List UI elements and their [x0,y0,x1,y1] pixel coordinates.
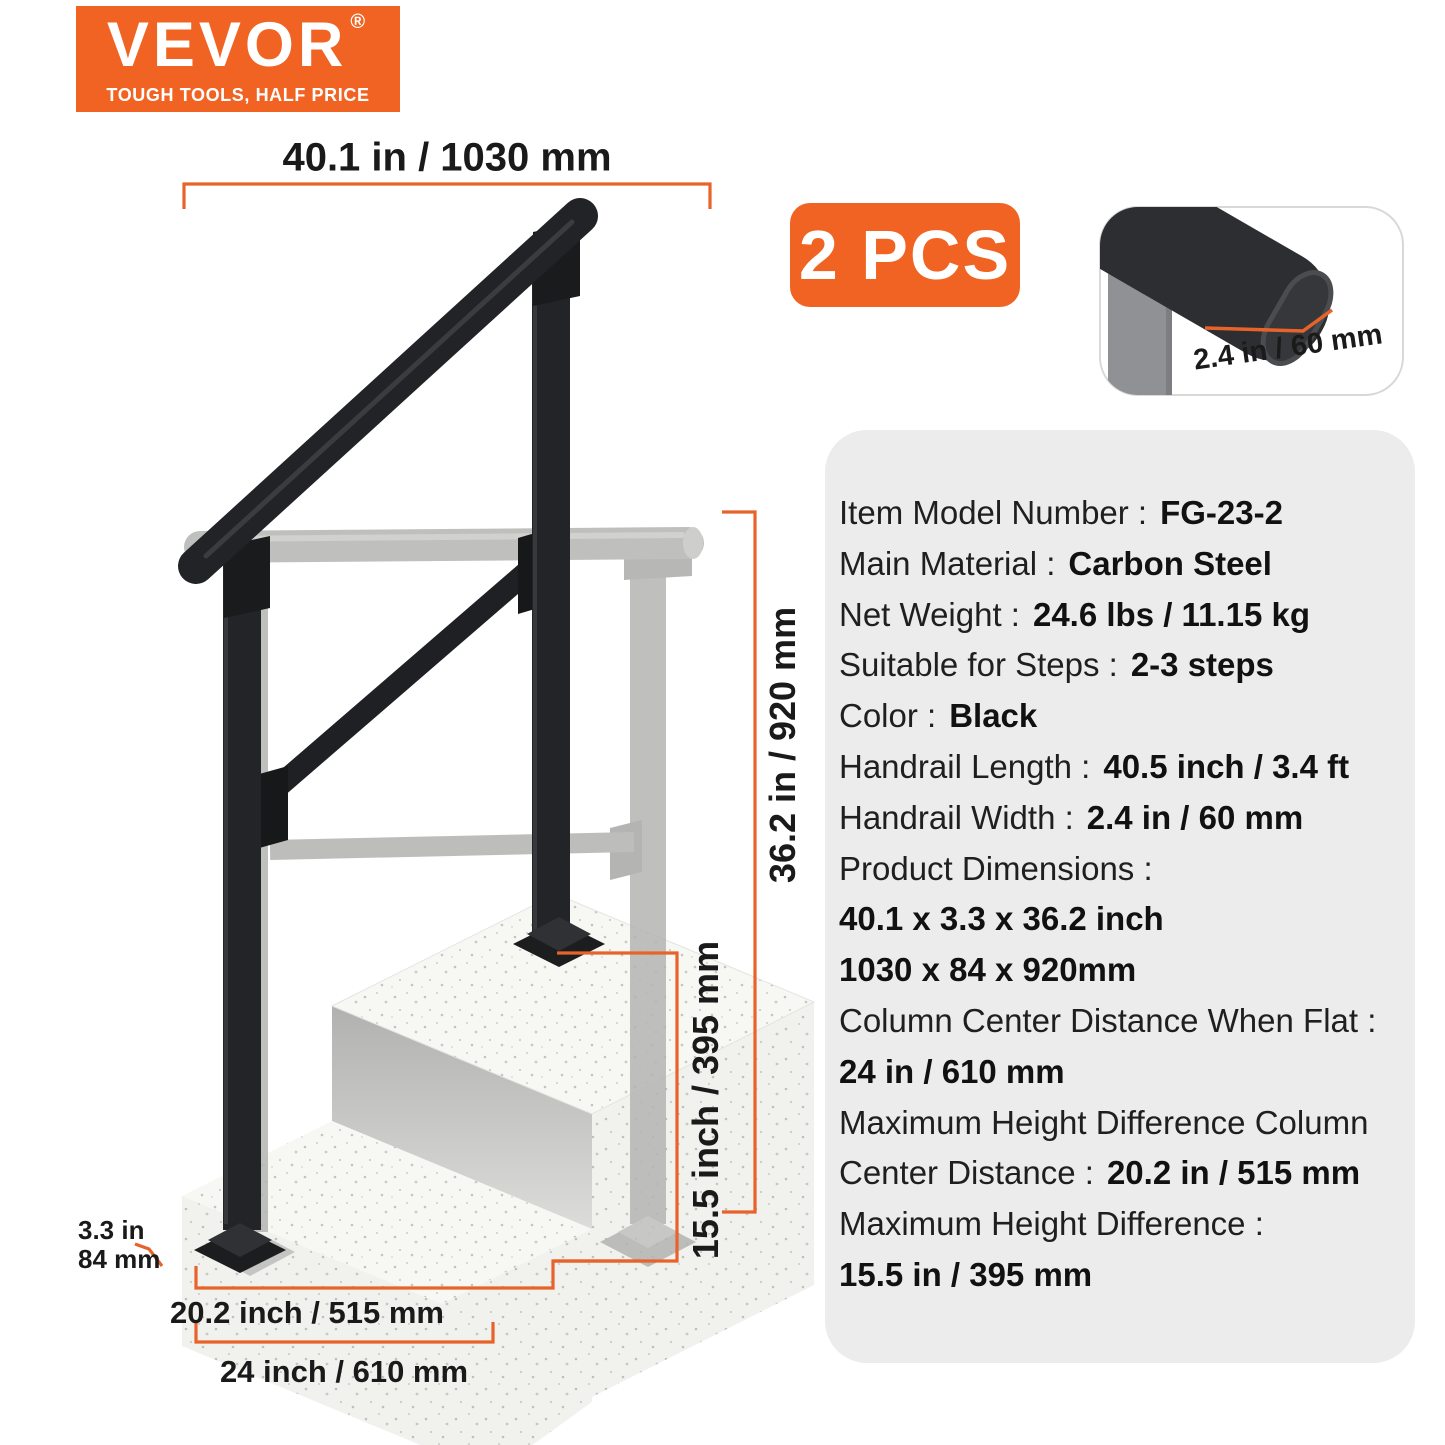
spec-value: Carbon Steel [1068,544,1272,582]
dim-label-base-width [78,1216,160,1274]
spec-row [839,1148,1405,1199]
spec-row [839,792,1405,843]
spec-row [839,1046,1405,1097]
spec-row [839,742,1405,793]
ghost-handrail-highlight [212,535,682,539]
ghost-brace [270,842,634,850]
logo-tagline: TOUGH TOOLS, HALF PRICE [106,85,370,105]
dim-label-height-difference: 15.5 inch / 395 mm [685,940,726,1260]
spec-label: Center Distance : [839,1154,1094,1192]
spec-value: Black [949,697,1038,735]
spec-label: Handrail Length : [839,747,1091,785]
spec-label: Maximum Height Difference : [839,1205,1264,1243]
spec-value: 40.5 inch / 3.4 ft [1103,747,1350,785]
spec-row [839,1097,1405,1148]
cross-brace [265,563,537,798]
spec-label: Maximum Height Difference Column [839,1103,1369,1141]
dim-label-handrail-length: 40.1 in / 1030 mm [282,135,612,180]
spec-value: FG-23-2 [1160,493,1283,531]
dim-label-total-height: 36.2 in / 920 mm [762,606,803,884]
spec-panel [825,430,1415,1363]
spec-value: 24.6 lbs / 11.15 kg [1032,595,1310,633]
spec-row [839,691,1405,742]
spec-row [839,488,1405,539]
spec-row [839,894,1405,945]
spec-label: Handrail Width : [839,798,1074,836]
spec-label: Item Model Number : [839,493,1148,531]
logo-wordmark [106,10,370,80]
vevor-logo [76,6,400,112]
spec-row [839,1199,1405,1250]
spec-label: Main Material : [839,544,1056,582]
spec-label: Color : [839,697,937,735]
spec-value: 15.5 in / 395 mm [839,1255,1093,1293]
spec-value: 24 in / 610 mm [839,1052,1065,1090]
spec-value: 40.1 x 3.3 x 36.2 inch [839,900,1164,938]
spec-row [839,1250,1405,1301]
spec-rows [839,488,1405,1301]
spec-label: Column Center Distance When Flat : [839,1001,1377,1039]
spec-row [839,996,1405,1047]
spec-row [839,843,1405,894]
dim-label-column-center: 20.2 inch / 515 mm [170,1295,444,1330]
spec-value: 1030 x 84 x 920mm [839,951,1137,989]
spec-value: 20.2 in / 515 mm [1106,1154,1361,1192]
spec-value: 2-3 steps [1130,646,1274,684]
spec-row [839,538,1405,589]
bracket-top-length [184,184,710,209]
spec-label: Suitable for Steps : [839,646,1118,684]
spec-label: Product Dimensions : [839,849,1153,887]
ghost-handrail-endcap [683,527,703,559]
quantity-badge: 2 PCS [790,203,1020,307]
spec-label: Net Weight : [839,595,1020,633]
logo-text: VEVOR [106,10,348,80]
dim-label-base-width-line2: 84 mm [78,1244,161,1274]
dim-label-column-center-flat: 24 inch / 610 mm [219,1354,469,1389]
spec-value: 2.4 in / 60 mm [1086,798,1304,836]
detail-card-label: 2.4 in / 60 mm [1191,318,1385,377]
ghost-handrail [200,543,688,547]
spec-row [839,640,1405,691]
registered-mark: ® [350,11,370,33]
spec-row [839,945,1405,996]
spec-row [839,589,1405,640]
dim-label-base-width-line1: 3.3 in [78,1215,145,1245]
sloped-handrail-highlight [206,222,572,556]
